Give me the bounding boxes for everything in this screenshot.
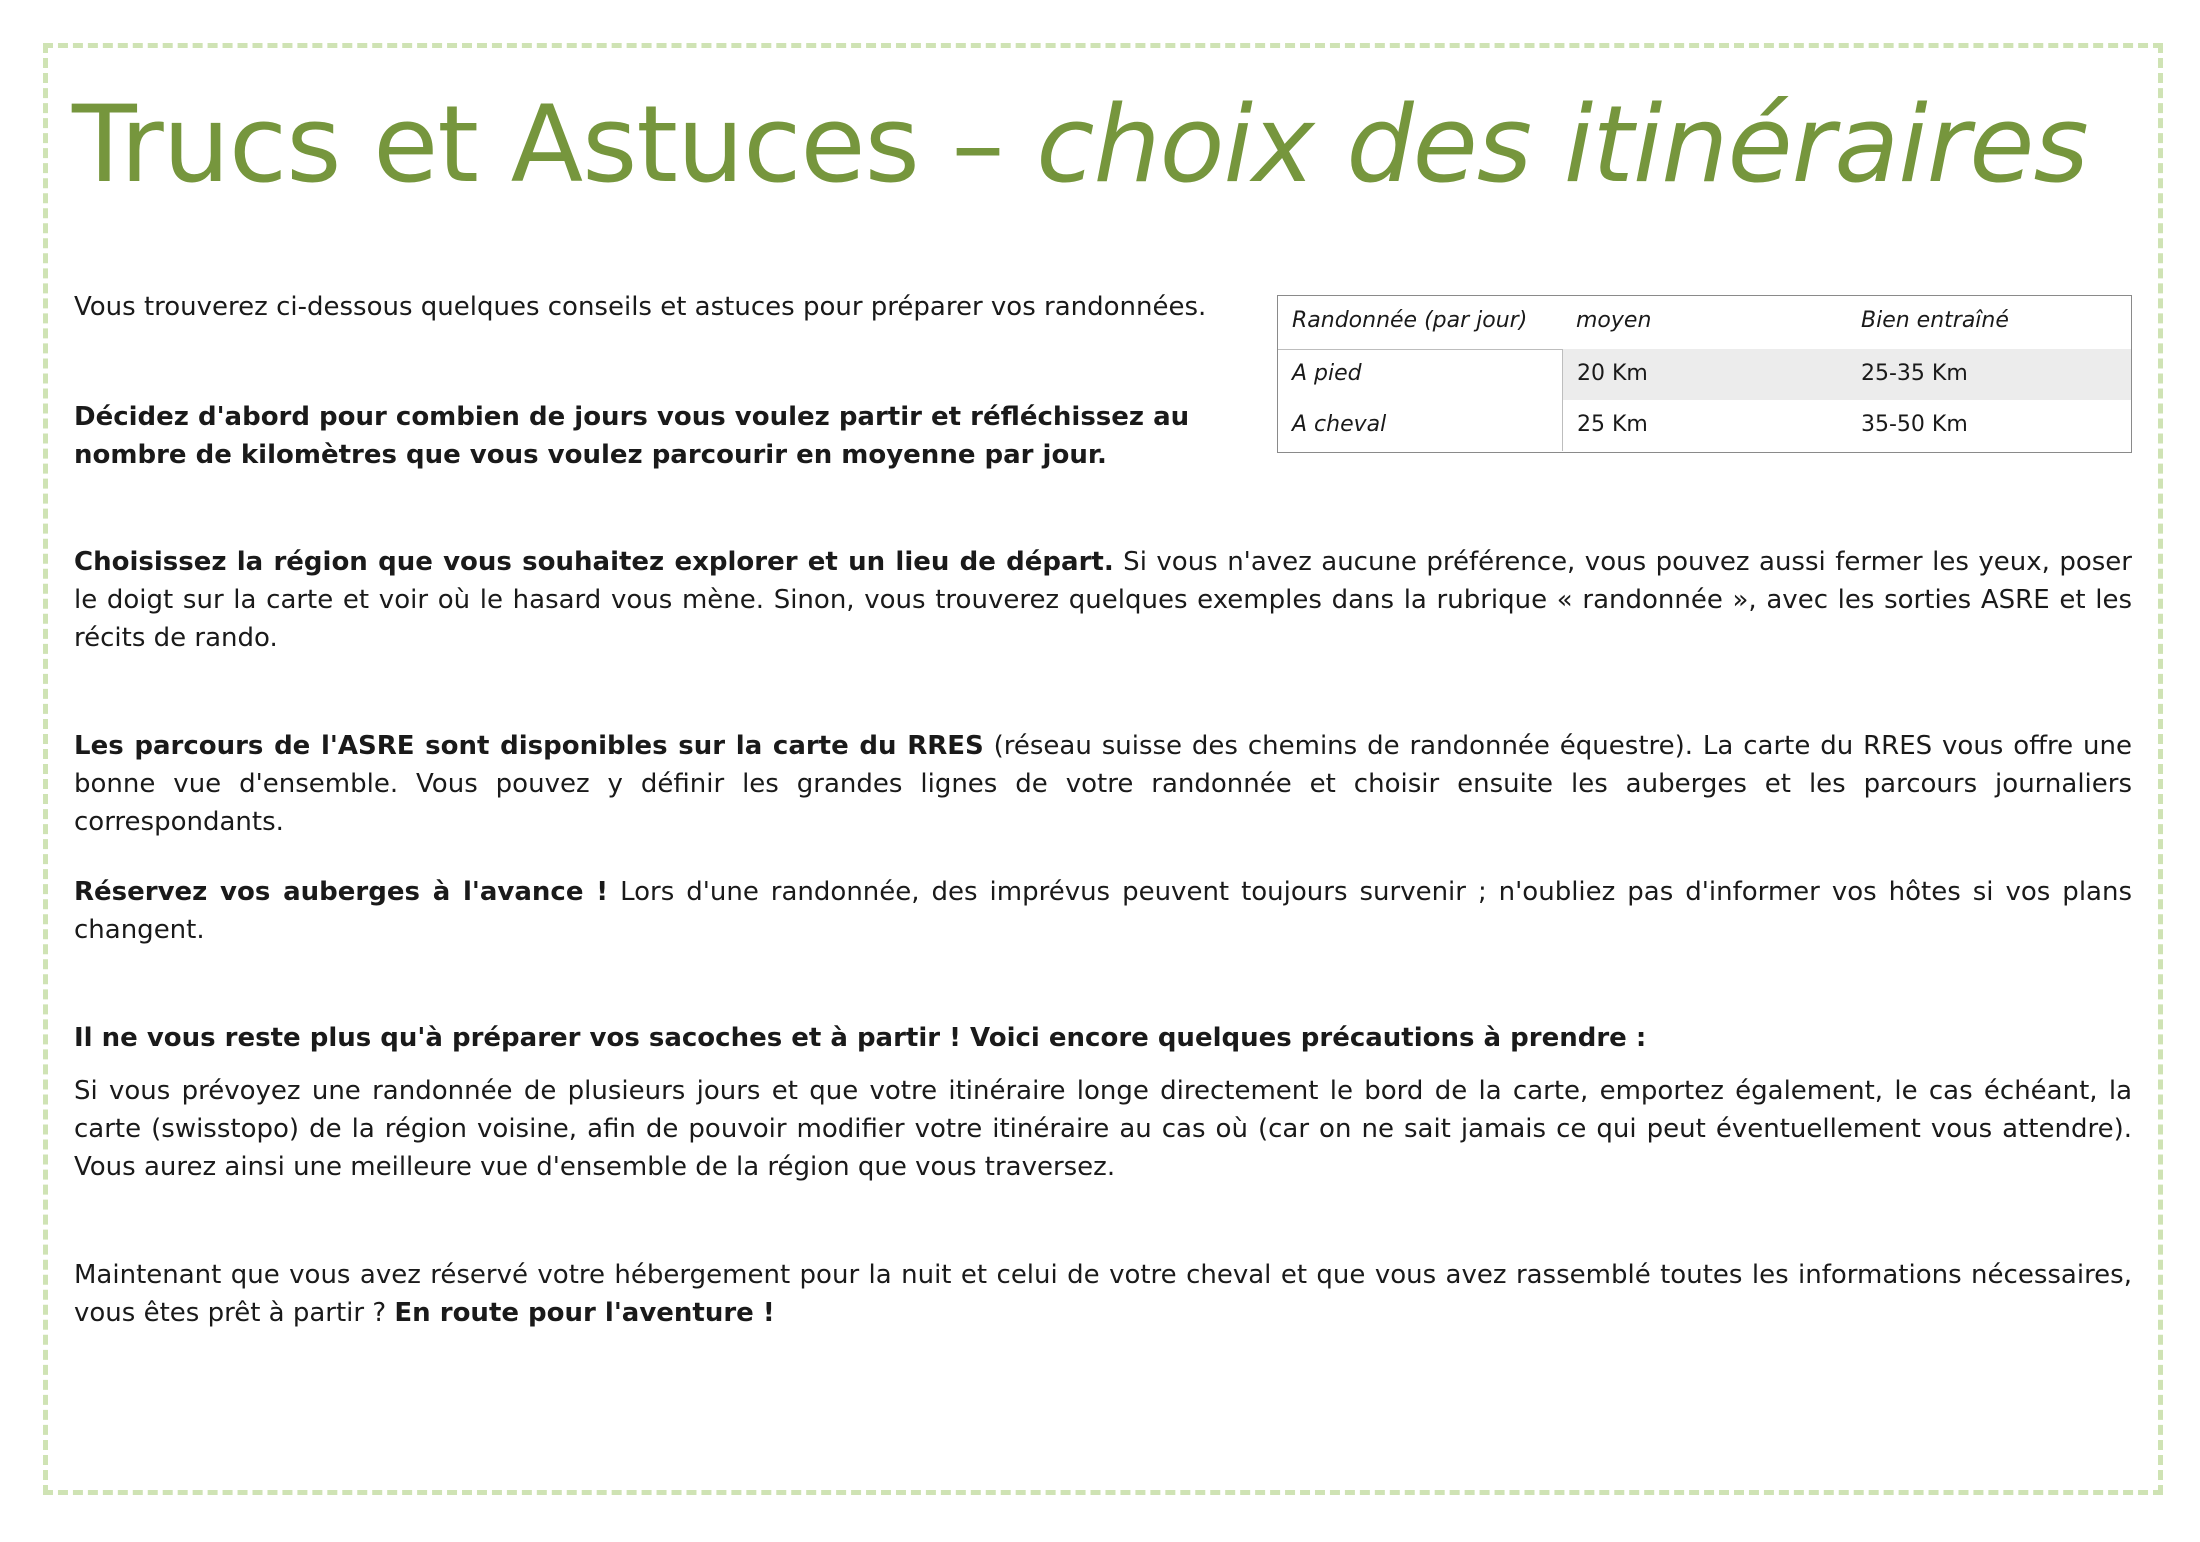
table-cell: 20 Km [1562, 349, 1847, 400]
table-cell: 35-50 Km [1861, 412, 1968, 437]
table-row [1278, 400, 2131, 451]
table-row [1278, 349, 2131, 400]
distance-table [1277, 295, 2132, 453]
paragraph-adventure [74, 1256, 2132, 1332]
paragraph-precautions-heading [74, 1019, 1646, 1057]
paragraph-booking [74, 873, 2132, 949]
paragraph-precautions-bold: Il ne vous reste plus qu'à préparer vos sacoches et à partir ! Voici encore quelques précautions à prendre : [74, 1023, 1647, 1053]
paragraph-region-text: Si vous n'avez aucune préférence, vous pouvez aussi fermer les yeux, poser le doigt sur la carte et voir où le hasard vous mène. Sinon, vous trouverez quelques exemples dans la rubrique « randonnée », avec les sorties ASRE et les récits de rando. [74, 547, 2132, 653]
title-regular: Trucs et Astuces – [72, 83, 1037, 206]
intro-paragraph: Vous trouverez ci-dessous quelques conseils et astuces pour préparer vos randonnées. [74, 292, 1207, 322]
page-title [72, 80, 2088, 210]
table-cell: 25-35 Km [1847, 349, 2131, 400]
table-header-cell: moyen [1576, 308, 1652, 333]
paragraph-rres-bold: Les parcours de l'ASRE sont disponibles sur la carte du RRES [74, 731, 984, 761]
paragraph-adventure-bold: En route pour l'aventure ! [394, 1298, 775, 1328]
table-cell: A cheval [1292, 412, 1387, 437]
table-header-cell: Bien entraîné [1861, 308, 2009, 333]
paragraph-region [74, 543, 2132, 657]
paragraph-days-bold: Décidez d'abord pour combien de jours vous voulez partir et réfléchissez au nombre de kilomètres que vous voulez parcourir en moyenne par jour. [74, 402, 1190, 470]
paragraph-booking-text: Lors d'une randonnée, des imprévus peuvent toujours survenir ; n'oubliez pas d'informer vos hôtes si vos plans changent. [74, 877, 2132, 945]
table-cell: 25 Km [1562, 400, 1847, 451]
table-header-row [1278, 296, 2131, 350]
paragraph-days [74, 398, 1264, 474]
paragraph-rres [74, 727, 2132, 841]
paragraph-adventure-text: Maintenant que vous avez réservé votre hébergement pour la nuit et celui de votre cheval et que vous avez rassemblé toutes les informations nécessaires, vous êtes prêt à partir ? [74, 1260, 2132, 1328]
paragraph-rres-text: (réseau suisse des chemins de randonnée équestre). La carte du RRES vous offre une bonne vue d'ensemble. Vous pouvez y définir les grandes lignes de votre randonnée et choisir ensuite les auberges et les parcours journaliers correspondants. [74, 731, 2132, 837]
table-header-cell: Randonnée (par jour) [1292, 308, 1528, 333]
paragraph-booking-bold: Réservez vos auberges à l'avance ! [74, 877, 609, 907]
paragraph-region-bold: Choisissez la région que vous souhaitez explorer et un lieu de départ. [74, 547, 1114, 577]
table-cell: A pied [1292, 361, 1362, 386]
title-italic: choix des itinéraires [1036, 83, 2088, 206]
paragraph-map: Si vous prévoyez une randonnée de plusieurs jours et que votre itinéraire longe directement le bord de la carte, emportez également, le cas échéant, la carte (swisstopo) de la région voisine, afin de pouvoir modifier votre itinéraire au cas où (car on ne sait jamais ce qui peut éventuellement vous attendre). Vous aurez ainsi une meilleure vue d'ensemble de la région que vous traversez. [74, 1076, 2132, 1182]
